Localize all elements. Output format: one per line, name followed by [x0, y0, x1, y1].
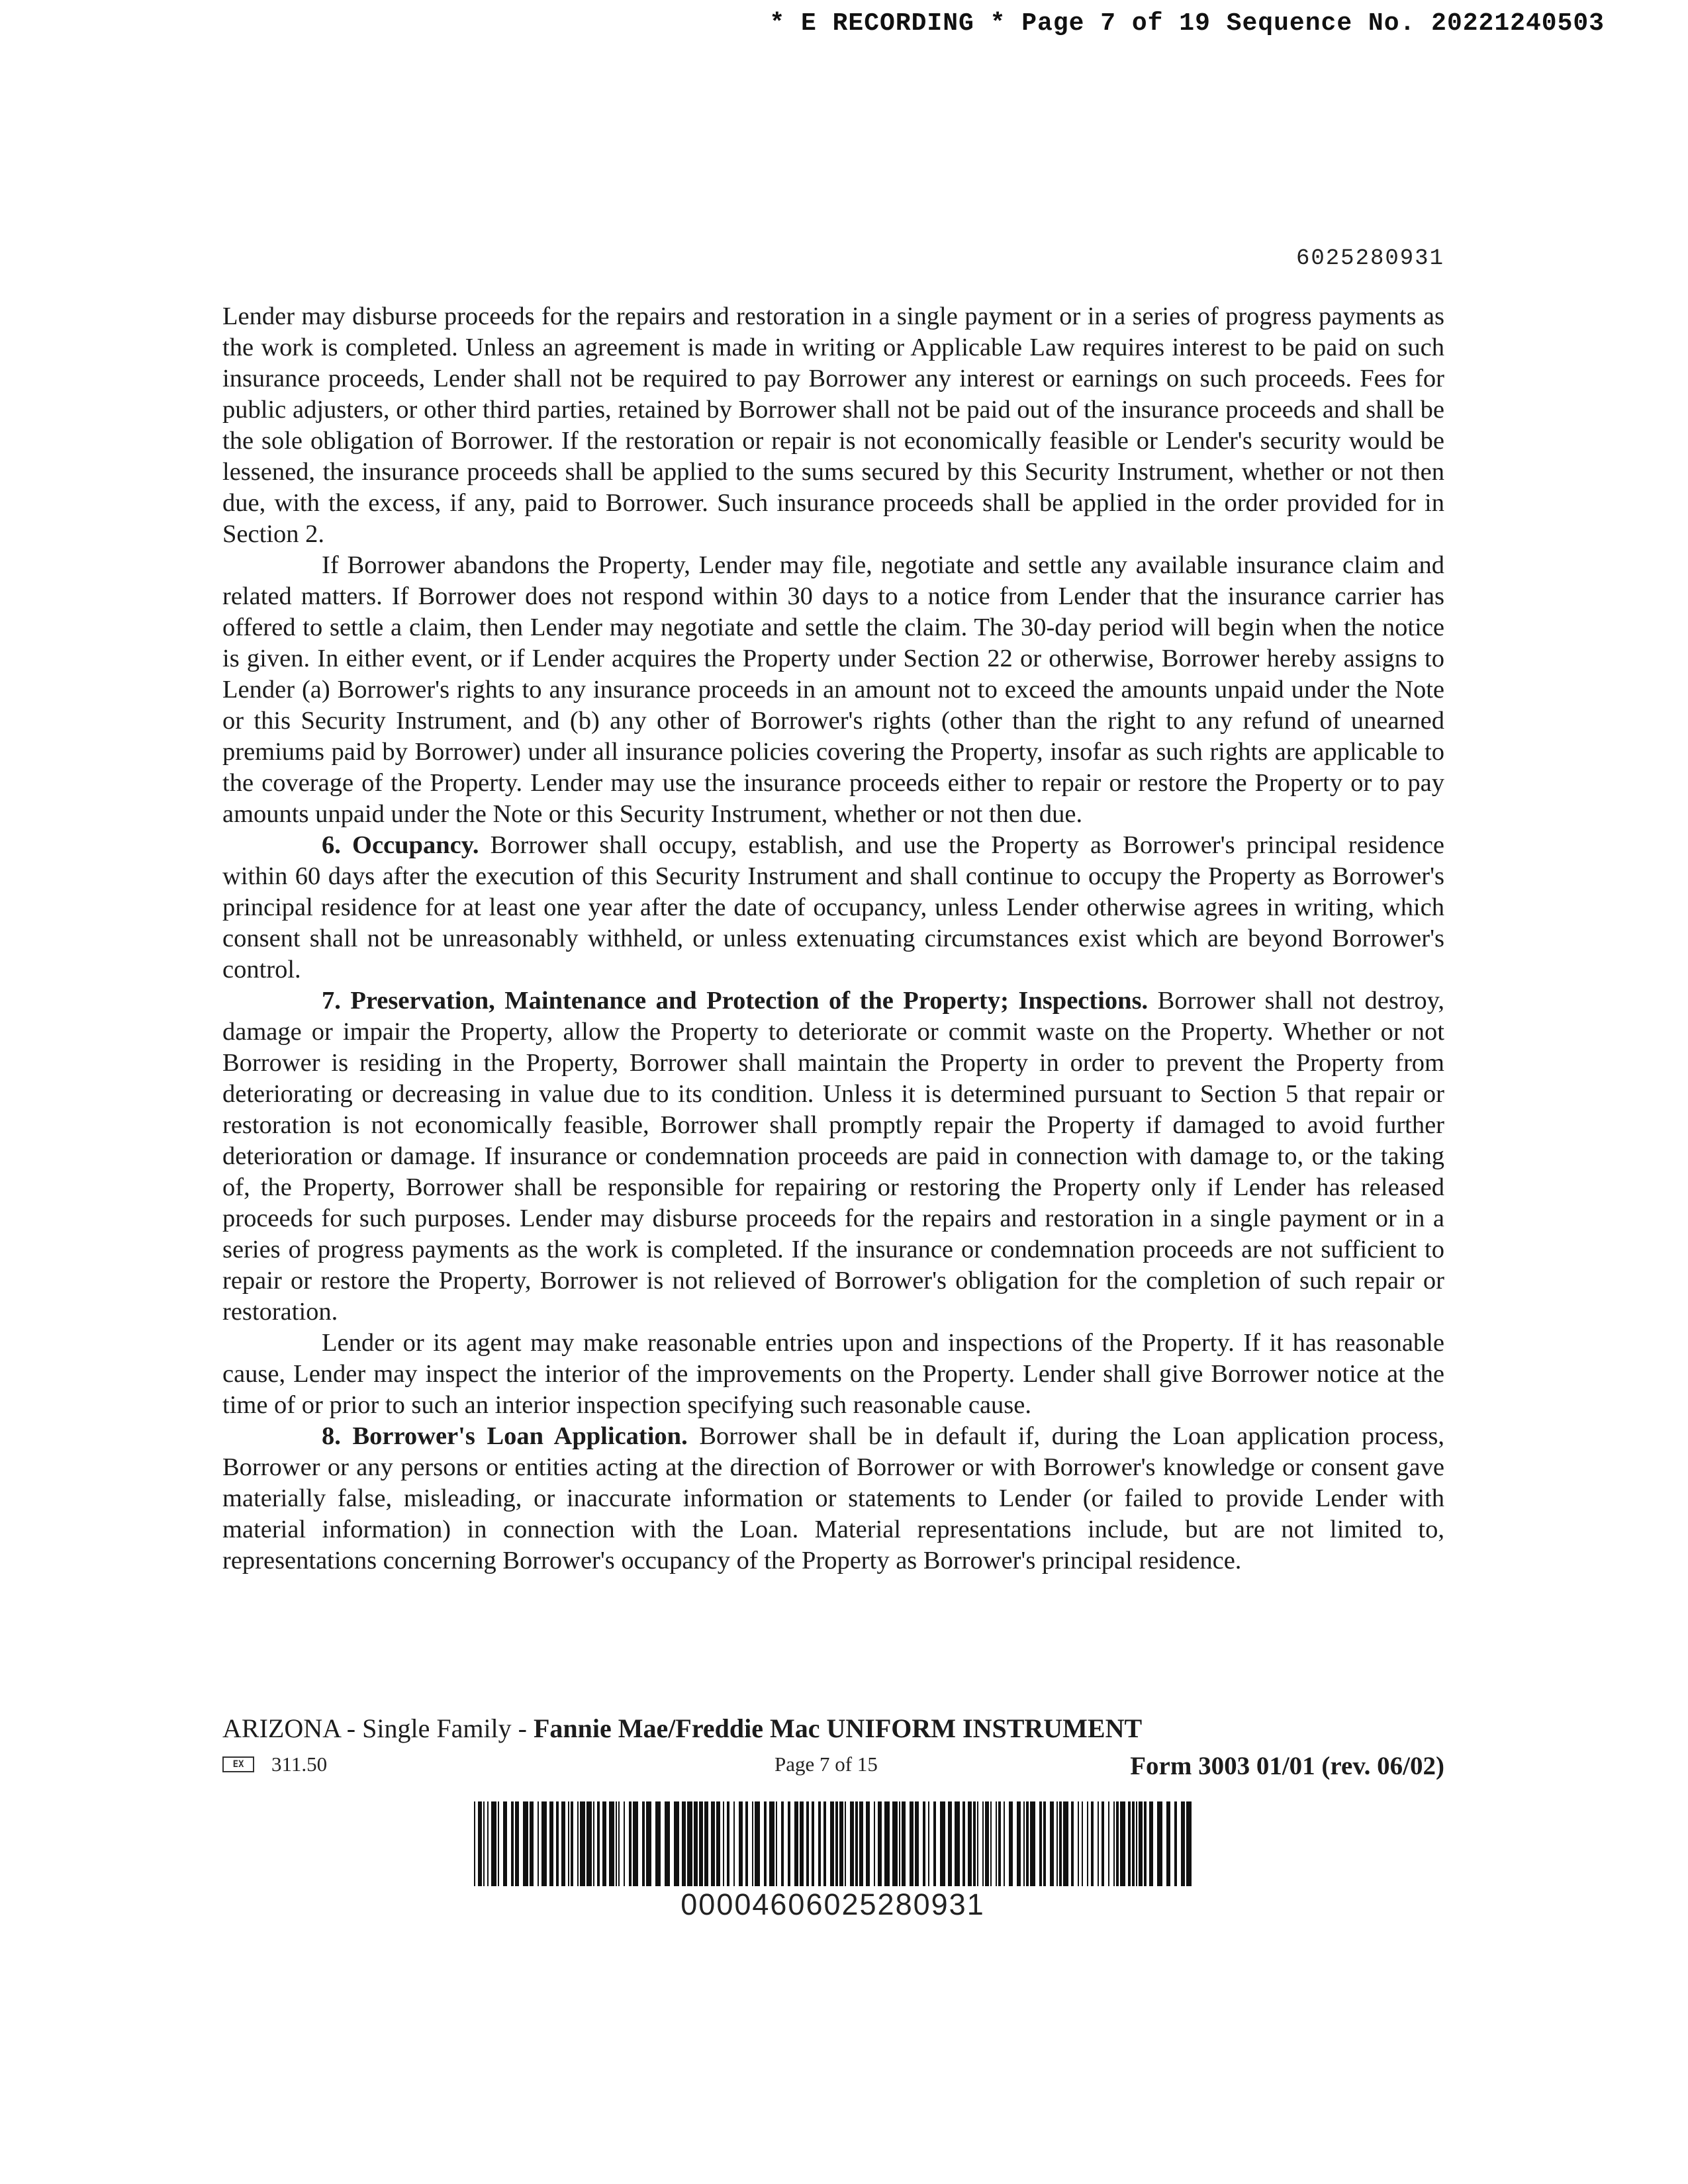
- barcode-bar: [866, 1801, 870, 1886]
- barcode-bar: [1108, 1801, 1109, 1886]
- barcode-bar: [830, 1801, 834, 1886]
- barcode-bar: [923, 1801, 925, 1886]
- footer-form-number: Form 3003 01/01 (rev. 06/02): [1130, 1752, 1444, 1780]
- barcode-bar: [955, 1801, 960, 1886]
- footer-separator: - Single Family -: [340, 1713, 534, 1743]
- barcode-bar: [794, 1801, 798, 1886]
- barcode-bar: [910, 1801, 914, 1886]
- barcode-bar: [823, 1801, 826, 1886]
- barcode-bar: [1017, 1801, 1021, 1886]
- section-7-preservation: [222, 985, 1444, 1328]
- barcode-bar: [1056, 1801, 1058, 1886]
- barcode-bar: [962, 1801, 965, 1886]
- barcode-bar: [642, 1801, 645, 1886]
- barcode-bar: [948, 1801, 952, 1886]
- barcode-bar: [1059, 1801, 1062, 1886]
- section-6-occupancy: [222, 830, 1444, 985]
- barcode-bar: [1026, 1801, 1029, 1886]
- barcode-bar: [1136, 1801, 1137, 1886]
- barcode-bar: [597, 1801, 600, 1886]
- loan-number: 6025280931: [1295, 246, 1444, 271]
- barcode-bar: [745, 1801, 748, 1886]
- barcode-bar: [874, 1801, 875, 1886]
- barcode-bar: [776, 1801, 777, 1886]
- barcode-bar: [996, 1801, 997, 1886]
- section-7-heading: 7. Preservation, Maintenance and Protection of the Property; Inspections.: [322, 987, 1149, 1015]
- barcode-bar: [561, 1801, 565, 1886]
- form-logo-icon: EX: [222, 1756, 254, 1772]
- paragraph-insurance-proceeds: Lender may disburse proceeds for the repairs and restoration in a single payment or in a series of progress payments as the work is completed. Unless an agreement is made in writing or Applicable Law requires interest to be paid on such insurance proceeds, Lender shall not be required to pay Borrower any interest or earnings on such proceeds. Fees for public adjusters, or other third parties, retained by Borrower shall not be paid out of the insurance proceeds and shall be the sole obligation of Borrower. If the restoration or repair is not economically feasible or Lender's security would be lessened, the insurance proceeds shall be applied to the sums secured by this Security Instrument, whether or not then due, with the excess, if any, paid to Borrower. Such insurance proceeds shall be applied in the order provided for in Section 2.: [222, 302, 1444, 548]
- barcode-bar: [839, 1801, 843, 1886]
- footer-form-code: 311.50: [271, 1752, 328, 1776]
- barcode-bar: [618, 1801, 620, 1886]
- barcode-bar: [633, 1801, 638, 1886]
- barcode-bar: [568, 1801, 569, 1886]
- barcode-bar: [990, 1801, 992, 1886]
- barcode-bar: [1063, 1801, 1068, 1886]
- barcode-bar: [812, 1801, 814, 1886]
- barcode-bar: [977, 1801, 978, 1886]
- barcode-bar: [1030, 1801, 1035, 1886]
- barcode-bar: [915, 1801, 919, 1886]
- barcode-bar: [541, 1801, 547, 1886]
- barcode-bar: [973, 1801, 976, 1886]
- paragraph-inspections: Lender or its agent may make reasonable entries upon and inspections of the Property. If it has reasonable cause, Lender may inspect the interior of the improvements on the Property. Lender shall give Borrower notice at the time of or prior to such an interior inspection specifying such reasonable cause.: [222, 1329, 1444, 1419]
- section-6-heading: 6. Occupancy.: [322, 831, 479, 859]
- barcode-bar: [1132, 1801, 1135, 1886]
- barcode-bar: [580, 1801, 585, 1886]
- barcode-bar: [699, 1801, 703, 1886]
- barcode-bar: [1098, 1801, 1099, 1886]
- barcode-image: [474, 1801, 1192, 1886]
- barcode-bar: [1078, 1801, 1079, 1886]
- barcode-bar: [646, 1801, 651, 1886]
- barcode-bar: [1043, 1801, 1046, 1886]
- barcode-bar: [1144, 1801, 1147, 1886]
- footer-page-number: Page 7 of 15: [774, 1752, 878, 1776]
- footer-instrument: Fannie Mae/Freddie Mac UNIFORM INSTRUMENT: [534, 1713, 1143, 1743]
- barcode-bar: [982, 1801, 984, 1886]
- barcode-bar: [1116, 1801, 1119, 1886]
- barcode-bar: [1004, 1801, 1005, 1886]
- barcode-bar: [1091, 1801, 1094, 1886]
- barcode-bar: [1120, 1801, 1125, 1886]
- barcode-bar: [616, 1801, 617, 1886]
- barcode-bar: [515, 1801, 519, 1886]
- barcode-bar: [998, 1801, 1001, 1886]
- barcode-bar: [1009, 1801, 1013, 1886]
- barcode-bar: [556, 1801, 559, 1886]
- barcode-bar: [733, 1801, 735, 1886]
- barcode-bar: [1149, 1801, 1153, 1886]
- barcode-bar: [800, 1801, 804, 1886]
- barcode-bar: [478, 1801, 482, 1886]
- barcode-bar: [968, 1801, 972, 1886]
- section-6-text: Borrower shall occupy, establish, and use the Property as Borrower's principal residence within 60 days after the execution of this Security Instrument and shall continue to occupy the Property as Borrower's principal residence for at least one year after the date of occupancy, unless Lender otherwise agrees in writing, which consent shall not be unreasonably withheld, or unless extenuating circumstances exist which are beyond Borrower's control.: [222, 831, 1445, 983]
- barcode-bar: [769, 1801, 774, 1886]
- barcode-bar: [511, 1801, 514, 1886]
- paragraph-abandonment: If Borrower abandons the Property, Lender may file, negotiate and settle any available insurance claim and related matters. If Borrower does not respond within 30 days to a notice from Lender that the insurance carrier has offered to settle a claim, then Lender may negotiate and settle the claim. The 30-day period will begin when the notice is given. In either event, or if Lender acquires the Property under Section 22 or otherwise, Borrower hereby assigns to Lender (a) Borrower's rights to any insurance proceeds in an amount not to exceed the amounts unpaid under the Note or this Security Instrument, and (b) any other of Borrower's rights (other than the right to any refund of unearned premiums paid by Borrower) under all insurance policies covering the Property, insofar as such rights are applicable to the coverage of the Property. Lender may use the insurance proceeds either to repair or restore the Property or to pay amounts unpaid under the Note or this Security Instrument, whether or not then due.: [222, 551, 1444, 828]
- barcode-bar: [1023, 1801, 1025, 1886]
- barcode-bar: [491, 1801, 496, 1886]
- barcode-bar: [503, 1801, 507, 1886]
- barcode-bar: [1050, 1801, 1054, 1886]
- barcode-bar: [755, 1801, 760, 1886]
- footer-form-line: [222, 1752, 1444, 1782]
- barcode-bar: [530, 1801, 534, 1886]
- barcode-bar: [739, 1801, 743, 1886]
- section-7-text: Borrower shall not destroy, damage or impair the Property, allow the Property to deteriorate or commit waste on the Property. Whether or not Borrower is residing in the Property, Borrower shall maintain the Property in order to prevent the Property from deteriorating or decreasing in value due to its condition. Unless it is determined pursuant to Section 5 that repair or restoration is not economically feasible, Borrower shall promptly repair the Property if damaged to avoid further deterioration or damage. If insurance or condemnation proceeds are paid in connection with damage to, or the taking of, the Property, Borrower shall be responsible for repairing or restoring the Property only if Lender has released proceeds for such purposes. Lender may disburse proceeds for the repairs and restoration in a single payment or in a series of progress payments as the work is completed. If the insurance or condemnation proceeds are not sufficient to repair or restore the Property, Borrower is not relieved of Borrower's obligation for the completion of such repair or restoration.: [222, 987, 1445, 1326]
- body-text: [222, 301, 1444, 1576]
- barcode-bar: [609, 1801, 614, 1886]
- barcode-bar: [624, 1801, 625, 1886]
- barcode-number: 00004606025280931: [680, 1888, 985, 1921]
- barcode-bar: [586, 1801, 592, 1886]
- section-8-loan-application: [222, 1421, 1444, 1576]
- barcode-bar: [899, 1801, 900, 1886]
- barcode-bar: [498, 1801, 499, 1886]
- barcode-bar: [1181, 1801, 1185, 1886]
- section-8-heading: 8. Borrower's Loan Application.: [322, 1422, 688, 1450]
- barcode-bar: [682, 1801, 686, 1886]
- barcode-bar: [1082, 1801, 1083, 1886]
- barcode-bar: [855, 1801, 858, 1886]
- barcode-bar: [549, 1801, 553, 1886]
- barcode-bar: [818, 1801, 821, 1886]
- recording-header: * E RECORDING * Page 7 of 19 Sequence No. 20221240503: [769, 9, 1605, 38]
- barcode-bar: [1087, 1801, 1088, 1886]
- barcode-bar: [483, 1801, 485, 1886]
- barcode-bar: [723, 1801, 724, 1886]
- barcode-bar: [940, 1801, 945, 1886]
- barcode-bar: [538, 1801, 539, 1886]
- barcode-bar: [1166, 1801, 1170, 1886]
- barcode-bar: [1039, 1801, 1042, 1886]
- barcode-bar: [704, 1801, 708, 1886]
- barcode-bar: [629, 1801, 632, 1886]
- barcode-bar: [1139, 1801, 1143, 1886]
- barcode-bar: [788, 1801, 790, 1886]
- barcode-bar: [928, 1801, 929, 1886]
- barcode-bar: [752, 1801, 753, 1886]
- barcode-bar: [687, 1801, 692, 1886]
- barcode-bar: [577, 1801, 579, 1886]
- barcode-bar: [1102, 1801, 1104, 1886]
- barcode-bar: [716, 1801, 720, 1886]
- barcode-bar: [1113, 1801, 1115, 1886]
- barcode-bar: [878, 1801, 882, 1886]
- barcode-bar: [674, 1801, 679, 1886]
- barcode-bar: [1157, 1801, 1162, 1886]
- barcode-bar: [781, 1801, 784, 1886]
- barcode-bar: [892, 1801, 898, 1886]
- barcode-bar: [933, 1801, 936, 1886]
- barcode-bar: [593, 1801, 594, 1886]
- barcode-bar: [1071, 1801, 1074, 1886]
- footer-instrument-line: [222, 1713, 1142, 1744]
- barcode-bar: [602, 1801, 606, 1886]
- barcode-bar: [835, 1801, 838, 1886]
- barcode-bar: [487, 1801, 489, 1886]
- barcode-bar: [902, 1801, 906, 1886]
- barcode-bar: [694, 1801, 698, 1886]
- barcode-bar: [985, 1801, 989, 1886]
- footer-state: ARIZONA: [222, 1713, 340, 1743]
- barcode-bar: [571, 1801, 573, 1886]
- barcode-bar: [1174, 1801, 1177, 1886]
- barcode-bar: [655, 1801, 661, 1886]
- barcode-bar: [711, 1801, 715, 1886]
- barcode-bar: [1128, 1801, 1131, 1886]
- barcode-bar: [884, 1801, 890, 1886]
- barcode-bar: [665, 1801, 670, 1886]
- barcode-bar: [845, 1801, 846, 1886]
- section-8-text: Borrower shall be in default if, during the Loan application process, Borrower or any persons or entities acting at the direction of Borrower or with Borrower's knowledge or consent gave materially false, misleading, or inaccurate information or statements to Lender (or failed to provide Lender with material information) in connection with the Loan. Material representations include, but are not limited to, representations concerning Borrower's occupancy of the Property as Borrower's principal residence.: [222, 1422, 1445, 1574]
- barcode-bar: [474, 1801, 475, 1886]
- barcode-bar: [1186, 1801, 1192, 1886]
- barcode-bar: [859, 1801, 863, 1886]
- barcode-bar: [806, 1801, 809, 1886]
- barcode-bar: [523, 1801, 528, 1886]
- barcode-bar: [764, 1801, 767, 1886]
- barcode-bar: [850, 1801, 854, 1886]
- barcode-bar: [727, 1801, 729, 1886]
